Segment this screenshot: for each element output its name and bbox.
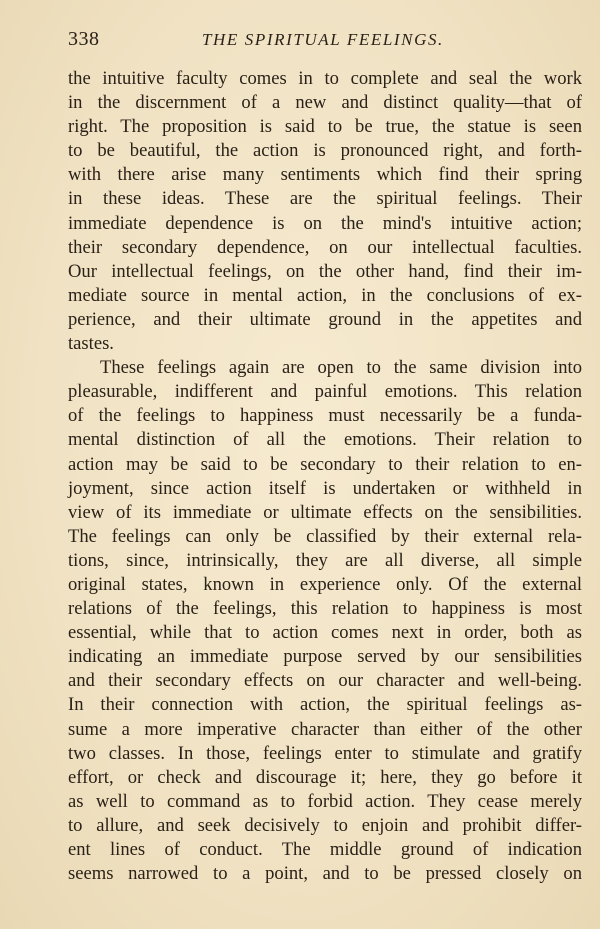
text-line: immediate dependence is on the mind's intuitive action;	[68, 212, 582, 234]
text-line: essential, while that to action comes next in order, both as	[68, 622, 582, 644]
text-line: pleasurable, indifferent and painful emotions. This relation	[68, 381, 582, 403]
text-line: ent lines of conduct. The middle ground of indication	[68, 839, 582, 860]
text-line: sume a more imperative character than either of the other	[68, 718, 582, 740]
text-line: view of its immediate or ultimate effects on the sensibilities.	[68, 501, 582, 523]
text-line: to be beautiful, the action is pronounced right, and forth-	[68, 140, 582, 162]
page-header	[68, 28, 580, 52]
text-line: as well to command as to forbid action. They cease merely	[68, 790, 582, 812]
text-line: their secondary dependence, on our intellectual faculties.	[68, 236, 582, 258]
running-head: THE SPIRITUAL FEELINGS.	[202, 30, 444, 49]
text-line: right. The proposition is said to be true, the statue is seen	[68, 116, 582, 138]
text-line: seems narrowed to a point, and to be pressed closely on	[68, 863, 582, 885]
text-line: indicating an immediate purpose served by our sensibilities	[68, 646, 582, 668]
text-line: mental distinction of all the emotions. Their relation to	[68, 429, 582, 451]
text-line: These feelings again are open to the same division into	[100, 357, 582, 379]
text-line: mediate source in mental action, in the conclusions of ex-	[68, 284, 582, 306]
text-line: tions, since, intrinsically, they are all diverse, all simple	[68, 549, 582, 571]
text-line: The feelings can only be classified by their external rela-	[68, 525, 582, 547]
text-line: two classes. In those, feelings enter to stimulate and gratify	[68, 742, 582, 764]
text-line: and their secondary effects on our character and well-being.	[68, 670, 582, 692]
text-line: action may be said to be secondary to their relation to en-	[68, 453, 582, 475]
paragraph	[68, 67, 582, 356]
text-line: joyment, since action itself is undertaken or withheld in	[68, 477, 582, 499]
page-number: 338	[68, 28, 100, 50]
text-line: In their connection with action, the spiritual feelings as-	[68, 694, 582, 716]
text-line: effort, or check and discourage it; here, they go before it	[68, 766, 582, 788]
text-line: in these ideas. These are the spiritual feelings. Their	[68, 188, 582, 210]
text-line: of the feelings to happiness must necessarily be a funda-	[68, 405, 582, 427]
text-line: with there arise many sentiments which find their spring	[68, 164, 582, 186]
paragraph	[68, 356, 582, 886]
body-text	[68, 67, 582, 886]
text-line: in the discernment of a new and distinct quality—that of	[68, 92, 582, 114]
text-line: perience, and their ultimate ground in the appetites and	[68, 308, 582, 330]
text-line: relations of the feelings, this relation to happiness is most	[68, 598, 582, 620]
text-line: original states, known in experience only. Of the external	[68, 573, 582, 595]
text-line: Our intellectual feelings, on the other hand, find their im-	[68, 260, 582, 282]
text-line: to allure, and seek decisively to enjoin and prohibit differ-	[68, 814, 582, 836]
text-line: the intuitive faculty comes in to complete and seal the work	[68, 68, 582, 89]
text-line: tastes.	[68, 333, 114, 355]
